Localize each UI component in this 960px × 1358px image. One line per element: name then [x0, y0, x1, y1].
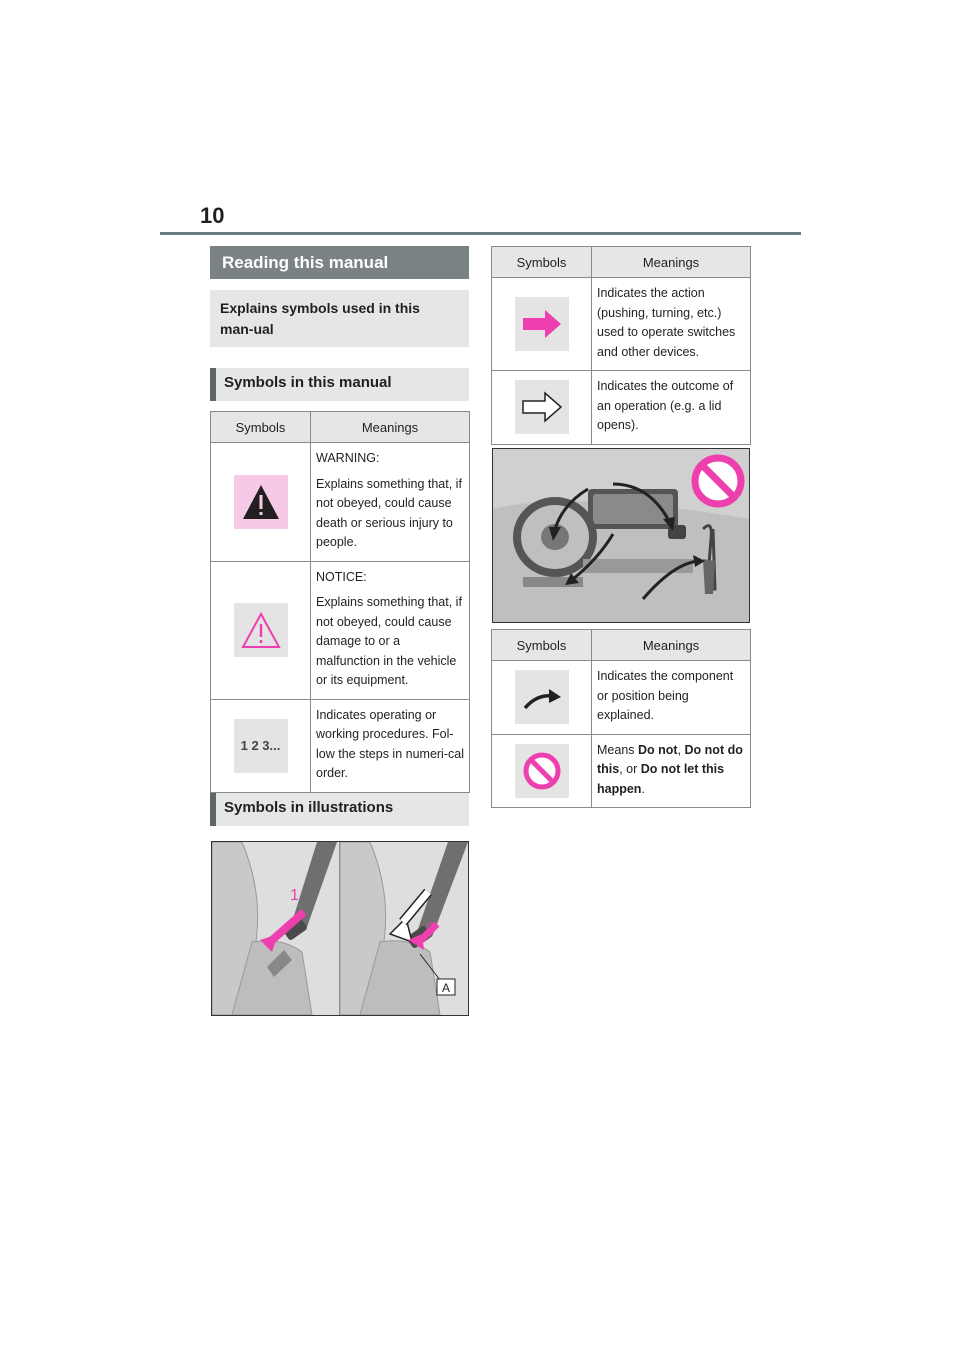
outline-arrow-meaning: Indicates the outcome of an operation (e.g. a lid opens).	[592, 371, 751, 445]
prohibited-sep-1: ,	[677, 742, 685, 757]
section-title: Reading this manual	[210, 246, 469, 279]
prohibited-sep-2: , or	[619, 762, 641, 776]
illustration-symbols-table-bottom	[491, 629, 751, 808]
step-2-label: 2	[426, 919, 434, 935]
curved-pointer-meaning: Indicates the component or position being explained.	[592, 661, 751, 735]
warning-meaning	[311, 443, 470, 562]
col-header-symbols-2: Symbols	[492, 247, 592, 278]
dashboard-illustration	[492, 448, 750, 623]
steps-icon-text: 1 2 3...	[240, 737, 281, 753]
warning-triangle-icon	[234, 475, 288, 529]
steps-123-icon	[234, 719, 288, 773]
warning-text: Explains something that, if not obeyed, could cause death or serious injury to people.	[316, 476, 462, 549]
notice-text: Explains something that, if not obeyed, could cause damage to or a malfunction in the vehicle or its equipment.	[316, 595, 462, 687]
steps-meaning: Indicates operating or working procedures. Fol-low the steps in numeri-cal order.	[311, 699, 470, 792]
illustration-symbols-table-top	[491, 246, 751, 445]
warning-title: WARNING:	[316, 451, 380, 465]
col-header-meanings-3: Meanings	[592, 630, 751, 661]
solid-arrow-meaning: Indicates the action (pushing, turning, etc.) used to operate switches and other devices.	[592, 278, 751, 371]
outline-arrow-icon	[515, 380, 569, 434]
prohibited-icon	[515, 744, 569, 798]
prohibited-bold-1: Do not	[638, 742, 678, 757]
page-number: 10	[200, 203, 225, 228]
prohibited-prefix: Means	[597, 742, 638, 757]
intro-box	[210, 290, 469, 347]
intro-text: Explains symbols used in this man-ual	[220, 300, 420, 337]
symbols-illustrations-heading: Symbols in illustrations	[210, 793, 469, 826]
prohibited-meaning	[592, 734, 751, 808]
notice-meaning	[311, 561, 470, 699]
notice-triangle-icon	[234, 603, 288, 657]
header-rule	[160, 232, 801, 235]
prohibited-bold-2: Do not do this	[597, 742, 743, 776]
col-header-meanings-2: Meanings	[592, 247, 751, 278]
col-header-symbols: Symbols	[211, 412, 311, 443]
step-1-label: 1	[290, 887, 299, 904]
symbols-manual-heading: Symbols in this manual	[210, 368, 469, 401]
callout-a-label: A	[442, 981, 451, 995]
notice-title: NOTICE:	[316, 569, 367, 584]
prohibited-bold-3: Do not let this happen	[597, 762, 725, 796]
col-header-symbols-3: Symbols	[492, 630, 592, 661]
col-header-meanings: Meanings	[311, 412, 470, 443]
manual-symbols-table	[210, 411, 470, 793]
prohibited-suffix: .	[641, 781, 645, 796]
seatbelt-illustration	[211, 841, 469, 1016]
solid-arrow-icon	[515, 297, 569, 351]
curved-pointer-icon	[515, 670, 569, 724]
